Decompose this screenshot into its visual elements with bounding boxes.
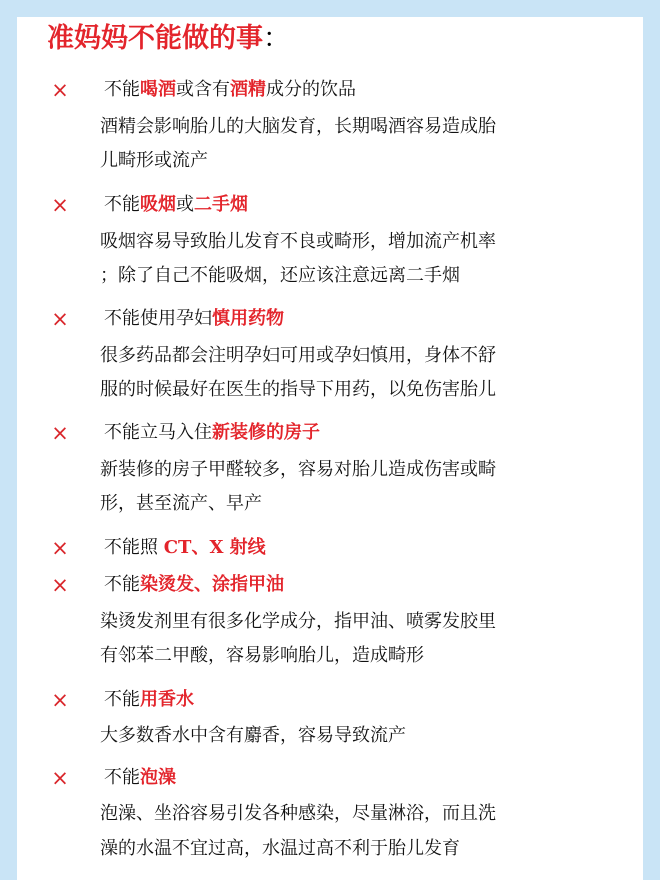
rule-description-line: 有邻苯二甲酸，容易影响胎儿，造成畸形 (100, 645, 424, 666)
cross-icon: × (51, 766, 69, 790)
heading-text: 或 (176, 194, 194, 215)
rule-heading (104, 420, 320, 446)
heading-text: 不能 (104, 767, 140, 788)
rule-description-line: 澡的水温不宜过高，水温过高不利于胎儿发育 (100, 838, 460, 859)
rule-description-line: 形，甚至流产、早产 (100, 493, 262, 514)
rule-description-line: 很多药品都会注明孕妇可用或孕妇慎用，身体不舒 (100, 345, 496, 366)
content-card (17, 17, 643, 880)
cross-icon: × (51, 421, 69, 445)
rule-heading (104, 687, 194, 713)
heading-highlight: 新装修的房子 (212, 422, 320, 443)
cross-icon: × (51, 688, 69, 712)
rule-description-line: 染烫发剂里有很多化学成分，指甲油、喷雾发胶里 (100, 611, 496, 632)
cross-icon: × (51, 307, 69, 331)
heading-text: 或含有 (176, 79, 230, 100)
heading-text: 成分的饮品 (266, 79, 356, 100)
title-text: 准妈妈不能做的事 (47, 23, 263, 54)
title-colon: ： (263, 23, 290, 54)
heading-highlight: 染烫发、涂指甲油 (140, 574, 284, 595)
cross-icon: × (51, 536, 69, 560)
rule-description-line: 新装修的房子甲醛较多，容易对胎儿造成伤害或畸 (100, 459, 496, 480)
rule-description-line: 儿畸形或流产 (100, 150, 208, 171)
rule-description-line: 泡澡、坐浴容易引发各种感染，尽量淋浴，而且洗 (100, 803, 496, 824)
cross-icon: × (51, 573, 69, 597)
rule-heading (104, 306, 284, 332)
heading-text: 不能立马入住 (104, 422, 212, 443)
heading-highlight: 用香水 (140, 689, 194, 710)
page-title (47, 17, 290, 61)
rule-description-line: 大多数香水中含有麝香，容易导致流产 (100, 725, 406, 746)
heading-text: 不能 (104, 194, 140, 215)
cross-icon: × (51, 193, 69, 217)
heading-highlight: 喝酒 (140, 79, 176, 100)
rule-description-line: 吸烟容易导致胎儿发育不良或畸形，增加流产机率 (100, 231, 496, 252)
rule-description-line: 服的时候最好在医生的指导下用药，以免伤害胎儿 (100, 379, 496, 400)
rule-heading (104, 535, 266, 561)
rule-description-line: 酒精会影响胎儿的大脑发育，长期喝酒容易造成胎 (100, 116, 496, 137)
heading-highlight: 酒精 (230, 79, 266, 100)
heading-highlight: 泡澡 (140, 767, 176, 788)
heading-text: 不能使用孕妇 (104, 308, 212, 329)
rule-heading (104, 765, 176, 791)
rule-heading (104, 572, 284, 598)
heading-highlight: 吸烟 (140, 194, 176, 215)
rule-heading (104, 192, 248, 218)
heading-highlight: 二手烟 (194, 194, 248, 215)
heading-highlight: 慎用药物 (212, 308, 284, 329)
heading-text: 不能 (104, 574, 140, 595)
heading-text: 不能照 (104, 537, 164, 558)
heading-text: 不能 (104, 79, 140, 100)
heading-highlight: CT、X 射线 (163, 537, 266, 558)
rule-heading (104, 77, 356, 103)
heading-text: 不能 (104, 689, 140, 710)
cross-icon: × (51, 78, 69, 102)
rule-description-line: ；除了自己不能吸烟，还应该注意远离二手烟 (100, 265, 460, 286)
